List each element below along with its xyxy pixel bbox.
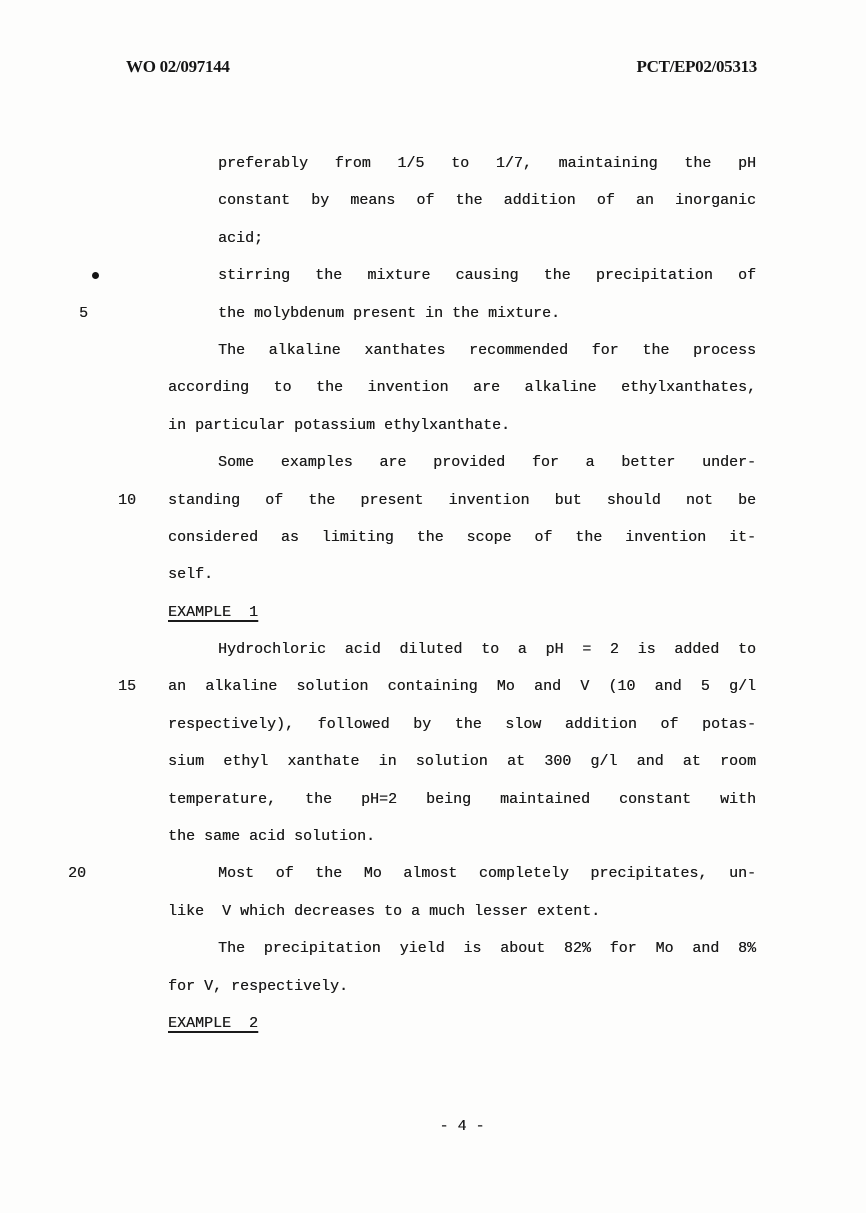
heading-line [168, 594, 756, 631]
text-line [118, 482, 756, 519]
text-line [168, 444, 756, 481]
line-text: temperature, the pH=2 being maintained constant with [168, 790, 756, 808]
line-text: The alkaline xanthates recommended for the process [218, 341, 756, 359]
text-line [168, 332, 756, 369]
text-line [118, 668, 756, 705]
text-line [78, 295, 756, 332]
text-line [168, 407, 756, 444]
line-text: in particular potassium ethylxanthate. [168, 416, 511, 434]
text-line [168, 968, 756, 1005]
bullet-icon [92, 272, 99, 279]
line-number: 20 [68, 865, 87, 883]
line-number: 5 [78, 304, 88, 322]
line-text: the same acid solution. [168, 828, 376, 846]
line-text: sium ethyl xanthate in solution at 300 g/l and at room [168, 753, 756, 771]
text-line [168, 220, 756, 257]
line-text: an alkaline solution containing Mo and V (10 and 5 g/l [168, 678, 756, 696]
line-text: Some examples are provided for a better under- [218, 454, 756, 472]
page-footer [168, 1118, 756, 1135]
line-text: Hydrochloric acid diluted to a pH = 2 is added to [218, 641, 756, 659]
text-line [168, 818, 756, 855]
line-text: according to the invention are alkaline ethylxanthates, [168, 379, 756, 397]
line-text: The precipitation yield is about 82% for Mo and 8% [218, 940, 756, 958]
line-text: acid; [218, 229, 264, 247]
line-text: for V, respectively. [168, 977, 349, 995]
line-text: preferably from 1/5 to 1/7, maintaining the pH [218, 155, 756, 172]
line-text: considered as limiting the scope of the invention it- [168, 528, 756, 546]
text-line [168, 145, 756, 182]
text-line [168, 556, 756, 593]
line-text: stirring the mixture causing the precipitation of [218, 267, 756, 285]
heading-line [168, 1005, 756, 1042]
text-line [168, 930, 756, 967]
text-line [168, 631, 756, 668]
page-header [0, 57, 866, 79]
body-lines [68, 145, 756, 1042]
line-text: self. [168, 566, 214, 584]
line-text: like V which decreases to a much lesser extent. [168, 902, 601, 920]
text-line [168, 893, 756, 930]
line-text: standing of the present invention but should not be [168, 491, 756, 509]
page-number: - 4 - [439, 1118, 485, 1135]
line-text: constant by means of the addition of an inorganic [218, 192, 756, 210]
text-line [168, 257, 756, 294]
application-number: PCT/EP02/05313 [636, 57, 757, 76]
text-line [168, 781, 756, 818]
line-number: 15 [118, 678, 137, 696]
example-heading: EXAMPLE 2 [168, 1014, 259, 1032]
text-line [168, 706, 756, 743]
line-number: 10 [118, 491, 137, 509]
text-line [168, 182, 756, 219]
example-heading: EXAMPLE 1 [168, 603, 259, 621]
line-text: the molybdenum present in the mixture. [218, 304, 561, 322]
text-line [168, 369, 756, 406]
line-text: respectively), followed by the slow addition of potas- [168, 715, 756, 733]
publication-number: WO 02/097144 [126, 57, 230, 76]
text-line [168, 743, 756, 780]
line-text: Most of the Mo almost completely precipitates, un- [218, 865, 756, 883]
text-line [168, 519, 756, 556]
text-line [68, 855, 756, 892]
